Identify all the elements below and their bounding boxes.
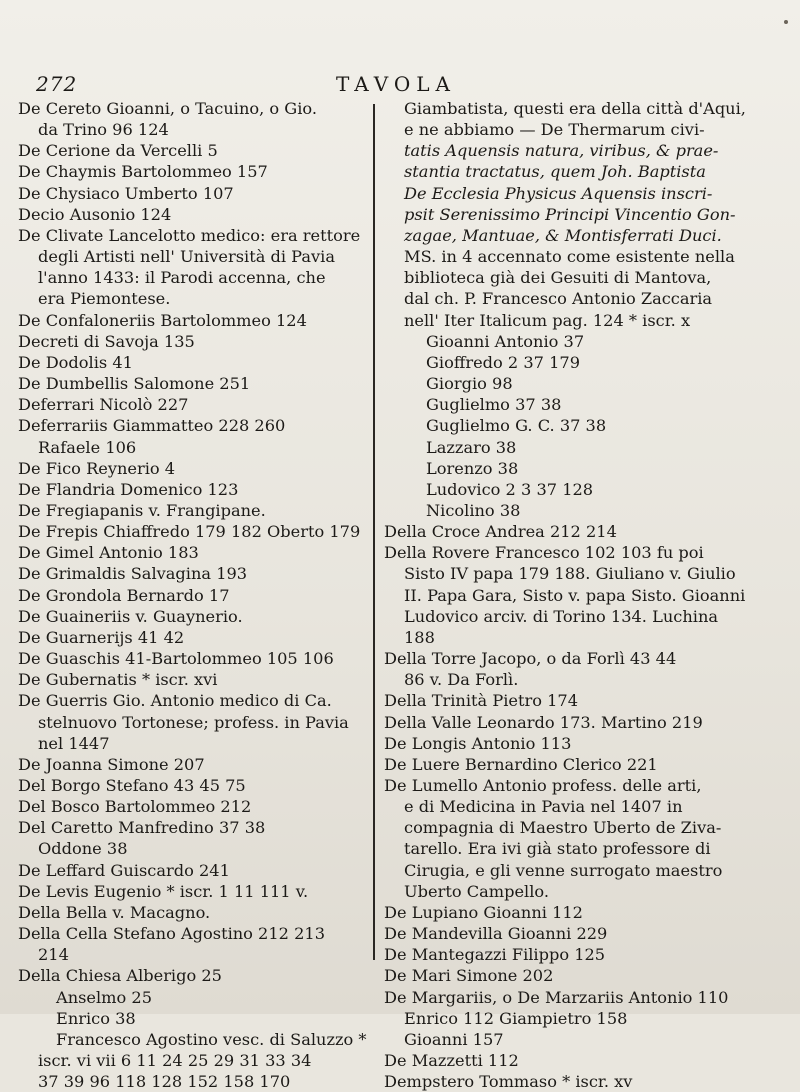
index-entry: Del Bosco Bartolommeo 212 — [18, 797, 252, 817]
right-index-column — [384, 98, 746, 1092]
index-entry: De Fico Reynerio 4 — [18, 458, 176, 478]
index-entry: De Mantegazzi Filippo 125 — [384, 945, 606, 965]
index-entry: tatis Aquensis natura, viribus, & prae- — [404, 141, 719, 161]
index-entry: Ludovico 2 3 37 128 — [426, 479, 594, 499]
index-entry: Della Chiesa Alberigo 25 — [18, 966, 222, 986]
index-entry: De Mandevilla Gioanni 229 — [384, 924, 608, 944]
index-entry: Dempstero Tommaso * iscr. xv — [384, 1072, 633, 1092]
index-entry: Cirugia, e gli venne surrogato maestro — [404, 860, 723, 880]
index-entry: Della Cella Stefano Agostino 212 213 — [18, 924, 326, 944]
index-entry: Della Torre Jacopo, o da Forlì 43 44 — [384, 649, 677, 669]
index-entry: De Mari Simone 202 — [384, 966, 554, 986]
index-entry: nell' Iter Italicum pag. 124 * iscr. x — [404, 310, 691, 330]
index-entry: Lorenzo 38 — [426, 458, 519, 478]
index-entry: psit Serenissimo Principi Vincentio Gon- — [404, 204, 736, 224]
index-entry: De Guaschis 41-Bartolommeo 105 106 — [18, 649, 334, 669]
index-entry: Del Borgo Stefano 43 45 75 — [18, 776, 246, 795]
index-entry: era Piemontese. — [38, 289, 171, 309]
page-header — [36, 72, 756, 100]
index-entry: De Cereto Gioanni, o Tacuino, o Gio. — [18, 99, 318, 118]
index-entry: II. Papa Gara, Sisto v. papa Sisto. Gioanni — [404, 585, 746, 605]
index-entry: Della Bella v. Macagno. — [18, 902, 211, 922]
index-entry: Della Valle Leonardo 173. Martino 219 — [384, 712, 703, 732]
index-entry: Anselmo 25 — [56, 987, 153, 1007]
index-entry: degli Artisti nell' Università di Pavia — [38, 247, 335, 267]
index-entry: De Luere Bernardino Clerico 221 — [384, 754, 658, 774]
index-entry: Guglielmo 37 38 — [426, 395, 562, 415]
index-entry: Sisto IV papa 179 188. Giuliano v. Giulio — [404, 564, 736, 584]
index-entry: nel 1447 — [38, 733, 110, 753]
index-entry: Della Rovere Francesco 102 103 fu poi — [384, 543, 704, 563]
index-entry: Guglielmo G. C. 37 38 — [426, 416, 607, 436]
index-entry: Gioanni Antonio 37 — [426, 331, 585, 351]
index-entry: De Chaymis Bartolommeo 157 — [18, 162, 268, 182]
index-entry: Oddone 38 — [38, 839, 128, 859]
index-entry: Decreti di Savoja 135 — [18, 331, 195, 351]
index-entry: De Dumbellis Salomone 251 — [18, 374, 251, 394]
index-entry: Uberto Campello. — [404, 881, 550, 901]
index-entry: Deferrari Nicolò 227 — [18, 395, 189, 415]
index-entry: De Ecclesia Physicus Aquensis inscri- — [404, 183, 713, 203]
index-entry: 188 — [404, 627, 435, 647]
index-entry: l'anno 1433: il Parodi accenna, che — [38, 268, 326, 288]
index-entry: Nicolino 38 — [426, 500, 521, 520]
index-entry: Enrico 38 — [56, 1008, 136, 1028]
index-entry: dal ch. P. Francesco Antonio Zaccaria — [404, 289, 713, 309]
index-entry: 86 v. Da Forlì. — [404, 670, 519, 690]
index-entry: Giambatista, questi era della città d'Aqui, — [404, 99, 746, 118]
index-entry: e di Medicina in Pavia nel 1407 in — [404, 797, 683, 817]
index-entry: De Frepis Chiaffredo 179 182 Oberto 179 — [18, 522, 361, 542]
index-entry: da Trino 96 124 — [38, 120, 169, 140]
index-entry: Gioffredo 2 37 179 — [426, 352, 581, 372]
index-entry: stelnuovo Tortonese; profess. in Pavia — [38, 712, 349, 732]
index-entry: e ne abbiamo — De Thermarum civi- — [404, 120, 705, 140]
index-entry: De Guerris Gio. Antonio medico di Ca. — [18, 691, 332, 711]
running-title: TAVOLA — [336, 72, 456, 96]
index-entry: De Mazzetti 112 — [384, 1051, 519, 1071]
index-entry: 214 — [38, 945, 69, 965]
index-entry: De Guarnerijs 41 42 — [18, 627, 185, 647]
index-entry: De Joanna Simone 207 — [18, 754, 205, 774]
index-entry: biblioteca già dei Gesuiti di Mantova, — [404, 268, 712, 288]
index-entry: Ludovico arciv. di Torino 134. Luchina — [404, 606, 719, 626]
index-entry: De Flandria Domenico 123 — [18, 479, 239, 499]
index-entry: tarello. Era ivi già stato professore di — [404, 839, 711, 859]
index-entry: De Levis Eugenio * iscr. 1 11 111 v. — [18, 881, 309, 901]
index-entry: De Cerione da Vercelli 5 — [18, 141, 218, 161]
index-entry: Deferrariis Giammatteo 228 260 — [18, 416, 286, 436]
index-entry: Del Caretto Manfredino 37 38 — [18, 818, 266, 838]
index-entry: Decio Ausonio 124 — [18, 204, 172, 224]
paper-spot — [784, 20, 788, 24]
index-entry: Lazzaro 38 — [426, 437, 517, 457]
index-entry: De Gimel Antonio 183 — [18, 543, 199, 563]
index-entry: De Clivate Lancelotto medico: era rettore — [18, 225, 361, 245]
index-entry: De Leffard Guiscardo 241 — [18, 860, 230, 880]
index-entry: De Dodolis 41 — [18, 352, 133, 372]
index-entry: Gioanni 157 — [404, 1029, 504, 1049]
left-index-column — [18, 98, 368, 1092]
column-divider — [373, 104, 375, 960]
index-entry: iscr. vi vii 6 11 24 25 29 31 33 34 — [38, 1051, 312, 1071]
index-entry: MS. in 4 accennato come esistente nella — [404, 247, 735, 267]
index-entry: De Grimaldis Salvagina 193 — [18, 564, 248, 584]
index-entry: De Chysiaco Umberto 107 — [18, 183, 234, 203]
index-entry: zagae, Mantuae, & Montisferrati Duci. — [404, 225, 722, 245]
index-entry: Della Trinità Pietro 174 — [384, 691, 579, 711]
index-entry: De Lumello Antonio profess. delle arti, — [384, 776, 702, 795]
index-entry: De Guaineriis v. Guaynerio. — [18, 606, 243, 626]
index-entry: Rafaele 106 — [38, 437, 137, 457]
index-entry: De Longis Antonio 113 — [384, 733, 572, 753]
index-entry: compagnia di Maestro Uberto de Ziva- — [404, 818, 722, 838]
index-entry: Enrico 112 Giampietro 158 — [404, 1008, 628, 1028]
index-entry: Giorgio 98 — [426, 374, 513, 394]
page-number: 272 — [36, 72, 78, 96]
index-entry: De Grondola Bernardo 17 — [18, 585, 230, 605]
index-entry: De Confaloneriis Bartolommeo 124 — [18, 310, 307, 330]
index-entry: 37 39 96 118 128 152 158 170 — [38, 1072, 291, 1092]
index-entry: De Margariis, o De Marzariis Antonio 110 — [384, 987, 729, 1007]
index-entry: stantia tractatus, quem Joh. Baptista — [404, 162, 706, 182]
index-entry: Della Croce Andrea 212 214 — [384, 522, 617, 542]
index-entry: De Lupiano Gioanni 112 — [384, 902, 583, 922]
index-entry: De Fregiapanis v. Frangipane. — [18, 500, 266, 520]
index-entry: Francesco Agostino vesc. di Saluzzo * — [56, 1029, 367, 1049]
index-entry: De Gubernatis * iscr. xvi — [18, 670, 218, 690]
